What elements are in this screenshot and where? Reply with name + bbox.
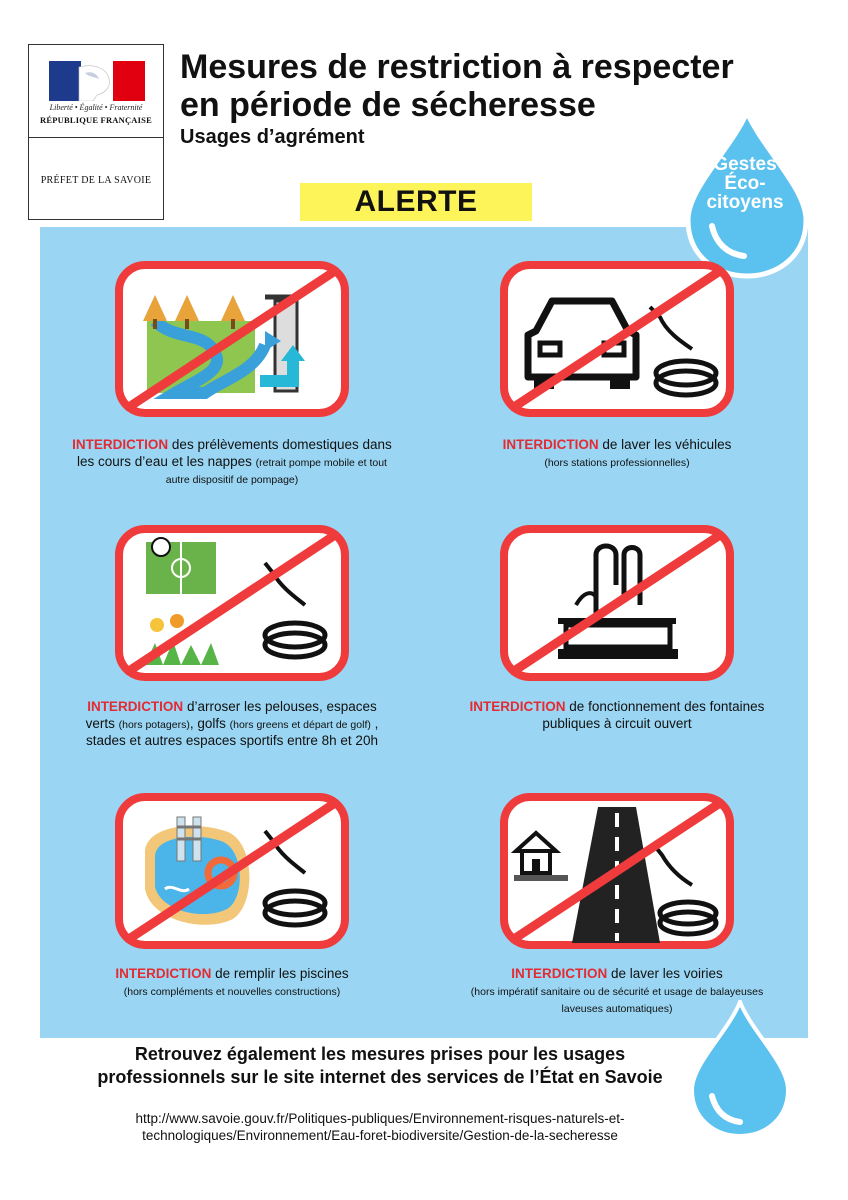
water-drop-icon [688, 1000, 792, 1138]
alert-level-badge: ALERTE [300, 183, 532, 221]
caption-pumping [72, 436, 392, 487]
footer-url[interactable] [40, 1110, 720, 1144]
title-line-2: en période de sécheresse [180, 86, 596, 124]
prefet-text: PRÉFET DE LA SAVOIE [40, 175, 152, 186]
eco-line-3: citoyens [706, 192, 784, 213]
republique-text: RÉPUBLIQUE FRANÇAISE [40, 115, 152, 125]
eco-line-2: Éco- [724, 173, 766, 194]
caption-note: (hors compléments et nouvelles constructions) [123, 986, 341, 998]
caption-text: de fonctionnement des fontaines publiques à circuit ouvert [542, 699, 765, 731]
caption-text: de laver les voiries [607, 966, 723, 981]
caption-text: des prélèvements domestiques dans les cours d’eau et les nappes [77, 437, 392, 469]
eco-gestures-label [682, 155, 808, 212]
caption-car-wash [457, 436, 777, 470]
marianne-flag-icon [49, 61, 145, 101]
caption-keyword: INTERDICTION [502, 437, 599, 452]
url-line-2[interactable]: technologiques/Environnement/Eau-foret-biodiversite/Gestion-de-la-secheresse [142, 1128, 618, 1143]
page-subtitle: Usages d’agrément [180, 126, 365, 148]
caption-note: (hors greens et départ de golf) [229, 719, 371, 731]
lawn-watering-forbidden-icon [115, 525, 349, 681]
caption-text: de remplir les piscines [211, 966, 349, 981]
caption-note: (retrait pompe mobile et tout autre dispositif de pompage) [165, 457, 387, 486]
eco-line-1: Gestes [713, 154, 777, 175]
pumping-forbidden-icon [115, 261, 349, 417]
caption-text: , stades et autres espaces sportifs entre 8h et 20h [86, 716, 379, 748]
caption-keyword: INTERDICTION [469, 699, 566, 714]
devise-text: Liberté • Égalité • Fraternité [49, 103, 143, 112]
caption-keyword: INTERDICTION [72, 437, 169, 452]
caption-text: , golfs [189, 716, 230, 731]
caption-keyword: INTERDICTION [511, 966, 608, 981]
title-line-1: Mesures de restriction à respecter [180, 48, 734, 86]
caption-lawn [72, 698, 392, 749]
caption-pool [72, 965, 392, 999]
caption-keyword: INTERDICTION [87, 699, 184, 714]
caption-note: (hors impératif sanitaire ou de sécurité et usage de balayeuses laveuses automatiques) [470, 986, 764, 1015]
caption-text: de laver les véhicules [598, 437, 732, 452]
road-washing-forbidden-icon [500, 793, 734, 949]
marianne-block [29, 45, 163, 138]
footer-message [40, 1043, 720, 1089]
prefecture-logo [28, 44, 164, 220]
fountain-forbidden-icon [500, 525, 734, 681]
caption-note: (hors stations professionnelles) [544, 457, 690, 469]
caption-note: (hors potagers) [118, 719, 190, 731]
car-wash-forbidden-icon [500, 261, 734, 417]
page-title [180, 48, 734, 124]
pool-filling-forbidden-icon [115, 793, 349, 949]
caption-fountain [457, 698, 777, 732]
caption-text: d’arroser les pelouses, espaces verts [85, 699, 377, 731]
caption-keyword: INTERDICTION [115, 966, 212, 981]
footer-line-1: Retrouvez également les mesures prises pour les usages [134, 1044, 626, 1064]
footer-line-2: professionnels sur le site internet des services de l’État en Savoie [97, 1067, 663, 1087]
url-line-1[interactable]: http://www.savoie.gouv.fr/Politiques-publiques/Environnement-risques-naturels-et- [135, 1111, 625, 1126]
